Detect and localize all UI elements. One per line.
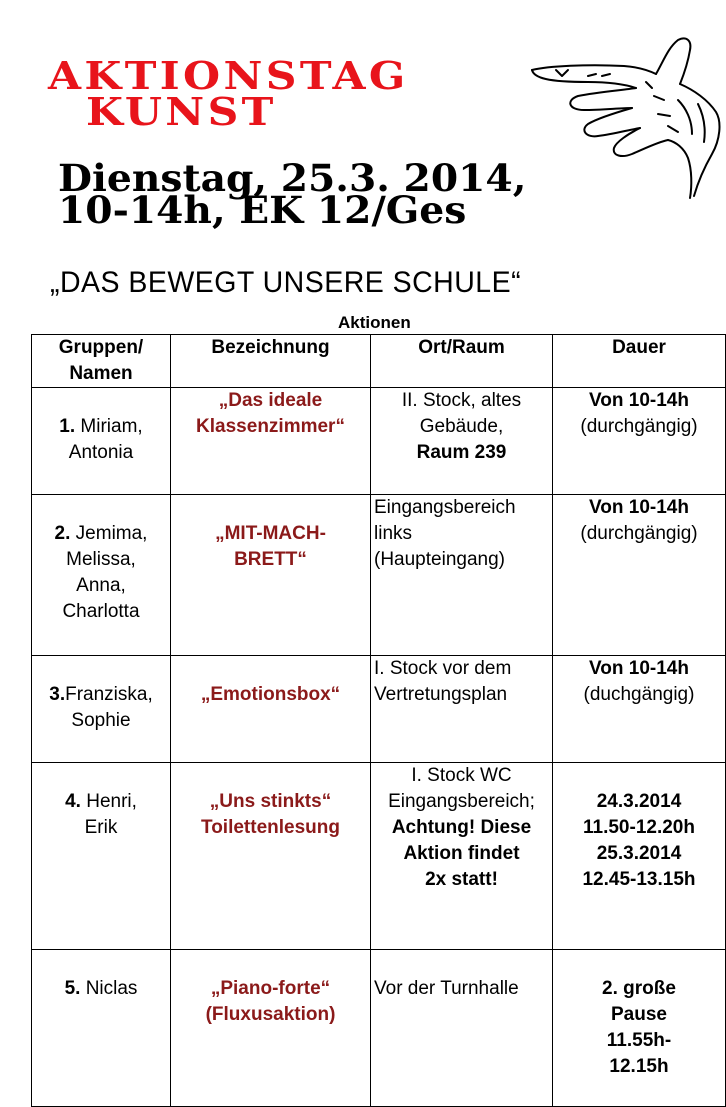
header-groups: Gruppen/ Namen: [32, 335, 171, 388]
table-row: [32, 763, 726, 950]
title-line-2: KUNST: [86, 89, 277, 134]
cell-place: Vor der Turnhalle: [371, 950, 553, 1107]
slogan: „DAS BEWEGT UNSERE SCHULE“: [50, 266, 522, 299]
cell-names: 5. Niclas: [32, 950, 171, 1107]
cell-duration: Von 10-14h (duchgängig): [553, 656, 726, 763]
cell-duration: Von 10-14h (durchgängig): [553, 495, 726, 656]
cell-title: „Uns stinkts“ Toilettenlesung: [171, 763, 371, 950]
table-caption: Aktionen: [338, 313, 411, 332]
cell-duration: 2. große Pause 11.55h- 12.15h: [553, 950, 726, 1107]
cell-place: I. Stock WC Eingangsbereich; Achtung! Diese Aktion findet 2x statt!: [371, 763, 553, 950]
table-row: [32, 388, 726, 495]
cell-names: 2. Jemima, Melissa, Anna, Charlotta: [32, 495, 171, 656]
cell-names: 4. Henri, Erik: [32, 763, 171, 950]
cell-names: 1. Miriam, Antonia: [32, 388, 171, 495]
actions-table: [31, 334, 726, 1107]
table-header-row: [32, 335, 726, 388]
cell-duration: 24.3.2014 11.50-12.20h 25.3.2014 12.45-13.15h: [553, 763, 726, 950]
cell-title: „Emotionsbox“: [171, 656, 371, 763]
table-row: [32, 656, 726, 763]
cell-place: I. Stock vor dem Vertretungsplan: [371, 656, 553, 763]
cell-title: „Piano-forte“ (Fluxusaktion): [171, 950, 371, 1107]
header-duration: Dauer: [553, 335, 726, 388]
date-line-1: Dienstag, 25.3. 2014,: [58, 156, 527, 200]
date-line-2: 10-14h, EK 12/Ges: [58, 188, 467, 232]
cell-place: II. Stock, altes Gebäude, Raum 239: [371, 388, 553, 495]
cell-place: Eingangsbereich links (Haupteingang): [371, 495, 553, 656]
header-title: Bezeichnung: [171, 335, 371, 388]
cell-title: „Das ideale Klassenzimmer“: [171, 388, 371, 495]
title-line-1: AKTIONSTAG: [48, 53, 409, 98]
pointing-hand-icon: [528, 30, 724, 200]
cell-duration: Von 10-14h (durchgängig): [553, 388, 726, 495]
header-place: Ort/Raum: [371, 335, 553, 388]
cell-title: „MIT-MACH- BRETT“: [171, 495, 371, 656]
table-row: [32, 950, 726, 1107]
cell-names: 3.Franziska, Sophie: [32, 656, 171, 763]
table-row: [32, 495, 726, 656]
